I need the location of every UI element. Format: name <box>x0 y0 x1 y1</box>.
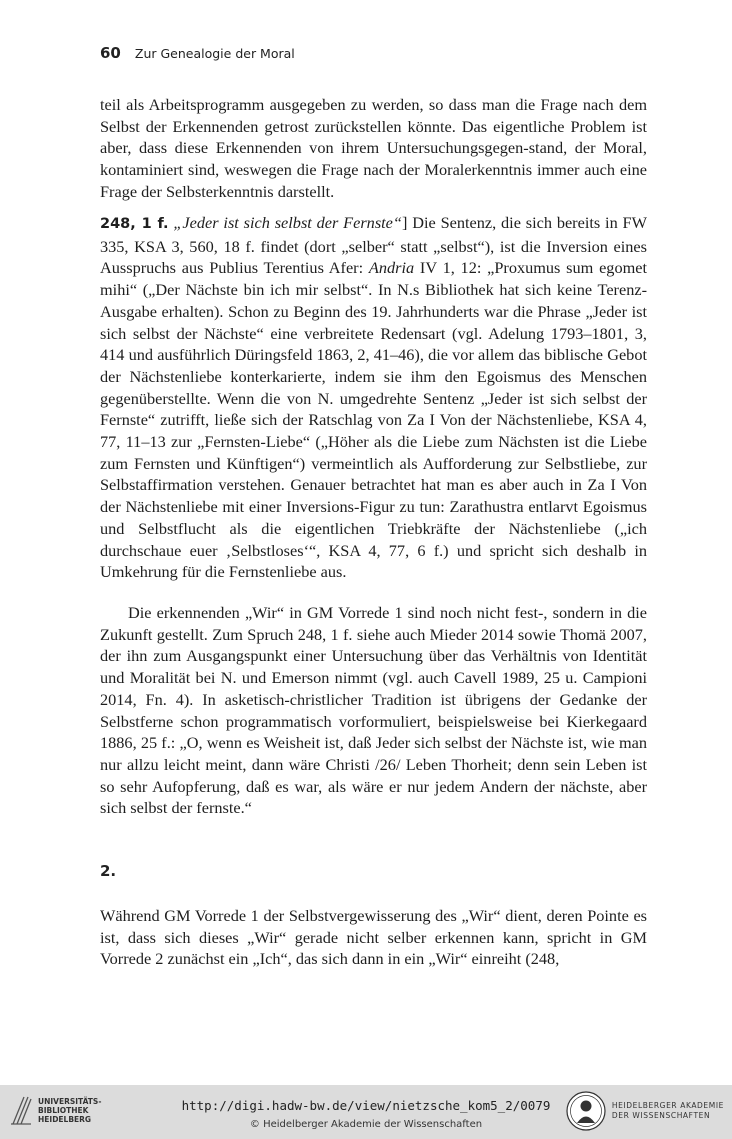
running-title: Zur Genealogie der Moral <box>134 46 295 61</box>
lemma-reference: 248, 1 f. <box>100 216 169 232</box>
work-title: Andria <box>368 258 415 278</box>
source-url-link[interactable]: http://digi.hadw-bw.de/view/nietzsche_kom5_2/0079 <box>181 1098 551 1113</box>
commentary-text-a: ] Die Sentenz, die sich bereits in FW 335, KSA 3, 560, 18 f. findet (dort „selber“ statt „selbst“), ist die Inversion eines Ausspruchs aus Publius Terentius Afer: <box>100 213 647 278</box>
academy-logo-text: HEIDELBERGER AKADEMIE DER WISSENSCHAFTEN <box>611 1101 724 1120</box>
library-logo-text: UNIVERSITÄTS- BIBLIOTHEK HEIDELBERG <box>38 1096 102 1124</box>
commentary-text-b: IV 1, 12: „Proxumus sum egomet mihi“ („Der Nächste bin ich mir selbst“. In N.s Bibliothek hat sich keine Terenz-Ausgabe erhalten). Schon zu Beginn des 19. Jahrhunderts war die Phrase „Jeder ist sich selbst der Nächste“ eine verbreitete Redensart (vgl. Adelung 1793–1801, 3, 414 und ausführlich Düringsfeld 1863, 2, 41–46), die vor allem das biblische Gebot der Nächstenliebe konterkarierte, indem sie ihm den Egoismus des Menschen gegenüberstellte. Wenn die von N. umgedrehte Sentenz „Jeder ist sich selbst der Fernste“ zutrifft, ließe sich der Ratschlag von Za I Von der Nächstenliebe, KSA 4, 77, 11–13 zur „Fernsten-Liebe“ („Höher als die Liebe zum Nächsten ist die Liebe zum Fernsten und Künftigen“) vermeintlich als Aufforderung zur Selbstliebe, zur Selbstaffirmation verstehen. Genauer betrachtet hat man es aber auch in Za I Von der Nächstenliebe mit einer Inversions-Figur zu tun: Zarathustra entlarvt Egoismus und Selbstflucht als die eigentlichen Triebkräfte der Nächstenliebe („ich durchschaue euer ‚Selbstloses‘“, KSA 4, 77, 6 f.) und spricht sich deshalb in Umkehrung für die Fernstenliebe aus. <box>100 258 647 582</box>
commentary-entry-248 <box>100 212 647 583</box>
paragraph-3 <box>100 602 647 819</box>
section-heading: 2. <box>100 862 117 880</box>
paragraph-1 <box>100 94 647 203</box>
lemma-text: „Jeder ist sich selbst der Fernste“ <box>173 213 402 232</box>
page-number: 60 <box>100 44 121 62</box>
paragraph-1-text: teil als Arbeitsprogramm ausgegeben zu werden, so dass man die Frage nach dem Selbst der Erkennenden getrost zurückstellen könnte. Das eigentliche Problem ist aber, dass diese Erkennenden von ihrem Untersuchungsgegen-stand, der Moral, kontaminiert sind, weswegen die Frage nach der Moralerkenntnis immer auch eine Frage der Selbsterkenntnis darstellt. <box>100 95 647 201</box>
footer-bar <box>0 1085 732 1139</box>
academy-seal-icon <box>566 1091 606 1131</box>
commentary-entry-text <box>100 212 647 583</box>
paragraph-3-text: Die erkennenden „Wir“ in GM Vorrede 1 sind noch nicht fest-, sondern in die Zukunft gestellt. Zum Spruch 248, 1 f. siehe auch Mieder 2014 sowie Thomä 2007, der ihn zum Ausgangspunkt einer Untersuchung über das Verhältnis von Identität und Moralität bei N. und Emerson nimmt (vgl. auch Cavell 1989, 25 u. Campioni 2014, Fn. 4). In asketisch-christlicher Tradition ist übrigens der Gedanke der Selbstferne schon programmatisch vorformuliert, beispielsweise bei Kierkegaard 1886, 25 f.: „O, wenn es Weisheit ist, daß Jeder sich selbst der Nächste ist, wie man nur allzu leicht meint, dann wäre Christi /26/ Leben Thorheit; denn sein Leben ist so sehr Aufopferung, daß es war, als wäre er nur jedem Andern der nächste, aber sich selbst der fernste.“ <box>100 603 647 818</box>
paragraph-4-text: Während GM Vorrede 1 der Selbstvergewisserung des „Wir“ dient, deren Pointe es ist, dass sich dieses „Wir“ gerade nicht selber erkennen kann, spricht in GM Vorrede 2 zunächst ein „Ich“, das sich dann in ein „Wir“ einreiht (248, <box>100 906 647 969</box>
academy-logo[interactable] <box>566 1091 724 1131</box>
paragraph-4 <box>100 905 647 970</box>
running-header <box>100 44 295 64</box>
copyright-notice: © Heidelberger Akademie der Wissenschaften <box>249 1119 483 1130</box>
